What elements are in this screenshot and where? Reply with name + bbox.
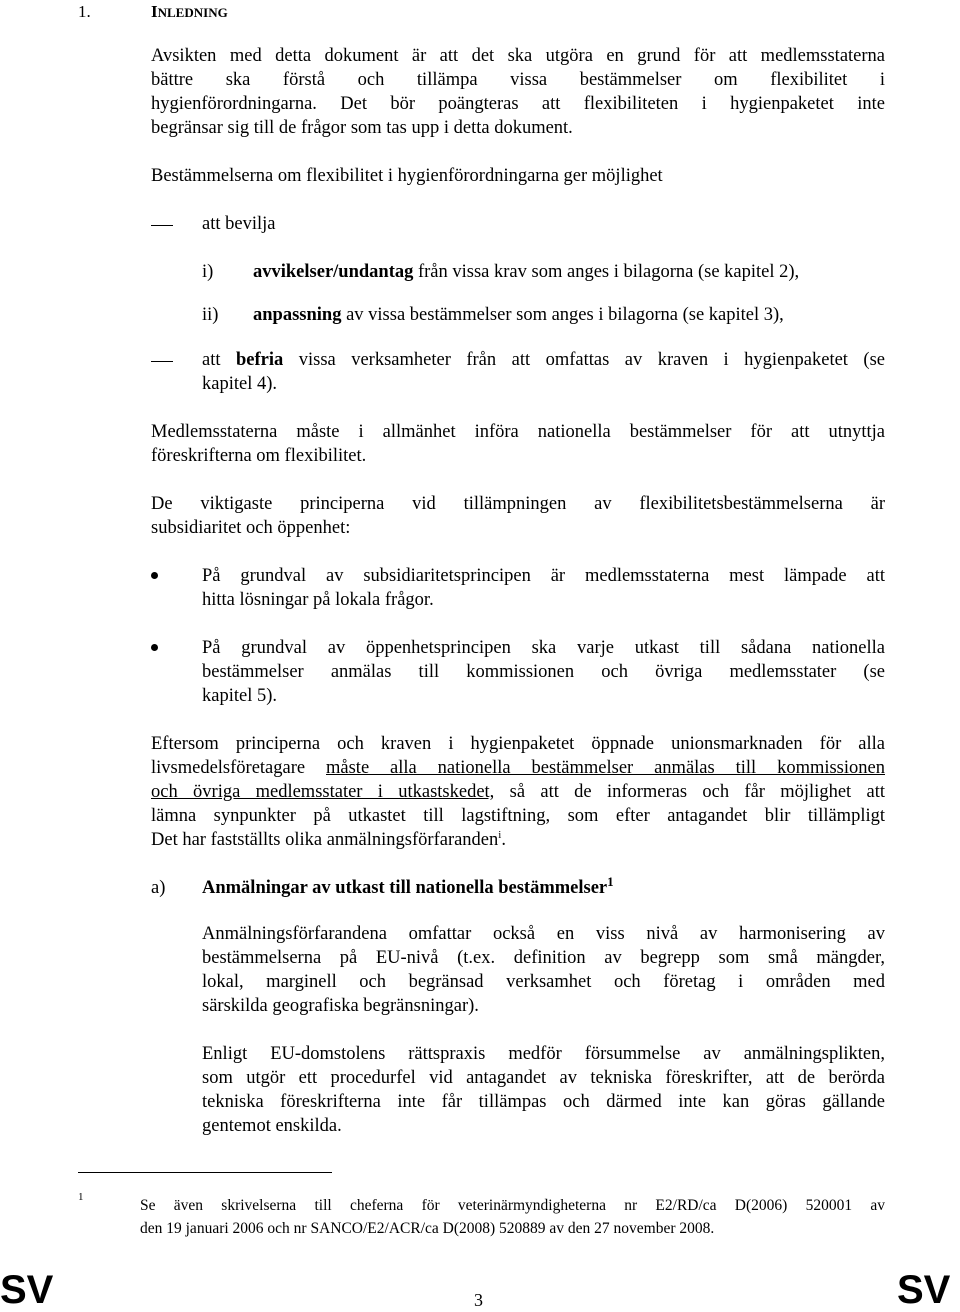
section-heading [78,0,378,24]
sub-item-marker: ii) [202,305,219,325]
subsection-title: Anmälningar av utkast till nationella bestämmelser$^1$ [202,873,614,898]
principles-paragraph: De viktigaste principerna vid tillämpningen av flexibilitetsbestämmelserna är subsidiaritet och öppenhet: [151,494,885,538]
bullet-icon [151,644,158,651]
intro-line: hygienförordningarna. Det bör poängteras att flexibiliteten i hygienpaketet inte [151,94,885,114]
language-code-left: SV [0,1268,54,1312]
dash-marker [151,361,173,362]
intro-line: begränsar sig till de frågor som tas upp i detta dokument. [151,118,573,138]
footnote-ref: 1 [607,873,614,889]
member-states-paragraph: Medlemsstaterna måste i allmänhet införa nationella bestämmelser för att utnyttja föreskrifterna om flexibilitet. [151,422,885,466]
bullet-item-subsidiarity: På grundval av subsidiaritetsprincipen är medlemsstaterna mest lämpade att hitta lösningar på lokala frågor. [202,566,885,610]
bullet-item-transparency: På grundval av öppenhetsprincipen ska varje utkast till sådana nationella bestämmelser anmälas till kommissionen och övriga medlemsstater (se kapitel 5). [202,638,885,706]
subsection-marker: a) [151,878,166,898]
page-number: 3 [474,1290,483,1310]
case-law-paragraph: Enligt EU-domstolens rättspraxis medför försummelse av anmälningsplikten, som utgör ett procedurfel vid antagandet av tekniska föreskrifter, att de berörda tekniska föreskrifterna inte får tillämpas och därmed inte kan göras gällande gentemot enskilda. [202,1044,885,1136]
language-code-right: SV [897,1268,951,1312]
sub-item-derogations: avvikelser/undantag från vissa krav som anges i bilagorna (se kapitel 2), [253,262,800,282]
dash-item-grant: att bevilja [202,214,276,234]
footnote-number: 1 [78,1191,84,1203]
sub-item-adaptation: anpassning av vissa bestämmelser som anges i bilagorna (se kapitel 3), [253,305,784,325]
bullet-icon [151,572,158,579]
notification-paragraph: Eftersom principerna och kraven i hygienpaketet öppnade unionsmarknaden för alla livsmedelsföretagare måste alla nationella bestämmelser anmälas till kommissionen och övriga medlemsstater i utkastskedet, så att de informeras och får möjlighet att lämna synpunkter på utkastet till lagstiftning, som efter antagandet blir tillämpligt Det har fastställts olika anmälningsförfaranden$^i$. [151,734,885,850]
intro-paragraph [151,44,885,140]
footnote-separator [78,1172,332,1173]
dash-marker [151,225,173,226]
harmonisation-paragraph: Anmälningsförfarandena omfattar också en viss nivå av harmonisering av bestämmelserna på EU-nivå (t.ex. definition av begrepp som små mängder, lokal, marginell och begränsad verksamhet och företag i områden med särskilda geografiska begränsningar). [202,924,885,1016]
section-number: 1. [78,2,91,21]
section-title: INLEDNING [151,2,228,21]
dash-item-exempt: att befria vissa verksamheter från att omfattas av kraven i hygienpaketet (se kapitel 4). [202,350,885,394]
intro-line: Avsikten med detta dokument är att det ska utgöra en grund för att medlemsstaterna [151,46,885,66]
footnote-text: Se även skrivelserna till cheferna för veterinärmyndigheterna nr E2/RD/ca D(2006) 520001 av den 19 januari 2006 och nr SANCO/E2/ACR/ca D(2008) 520889 av den 27 november 2008. [140,1197,885,1237]
intro-line: bättre ska förstå och tillämpa vissa bestämmelser om flexibilitet i [151,70,885,90]
provisions-lead: Bestämmelserna om flexibilitet i hygienförordningarna ger möjlighet [151,166,663,186]
sub-item-marker: i) [202,262,214,282]
